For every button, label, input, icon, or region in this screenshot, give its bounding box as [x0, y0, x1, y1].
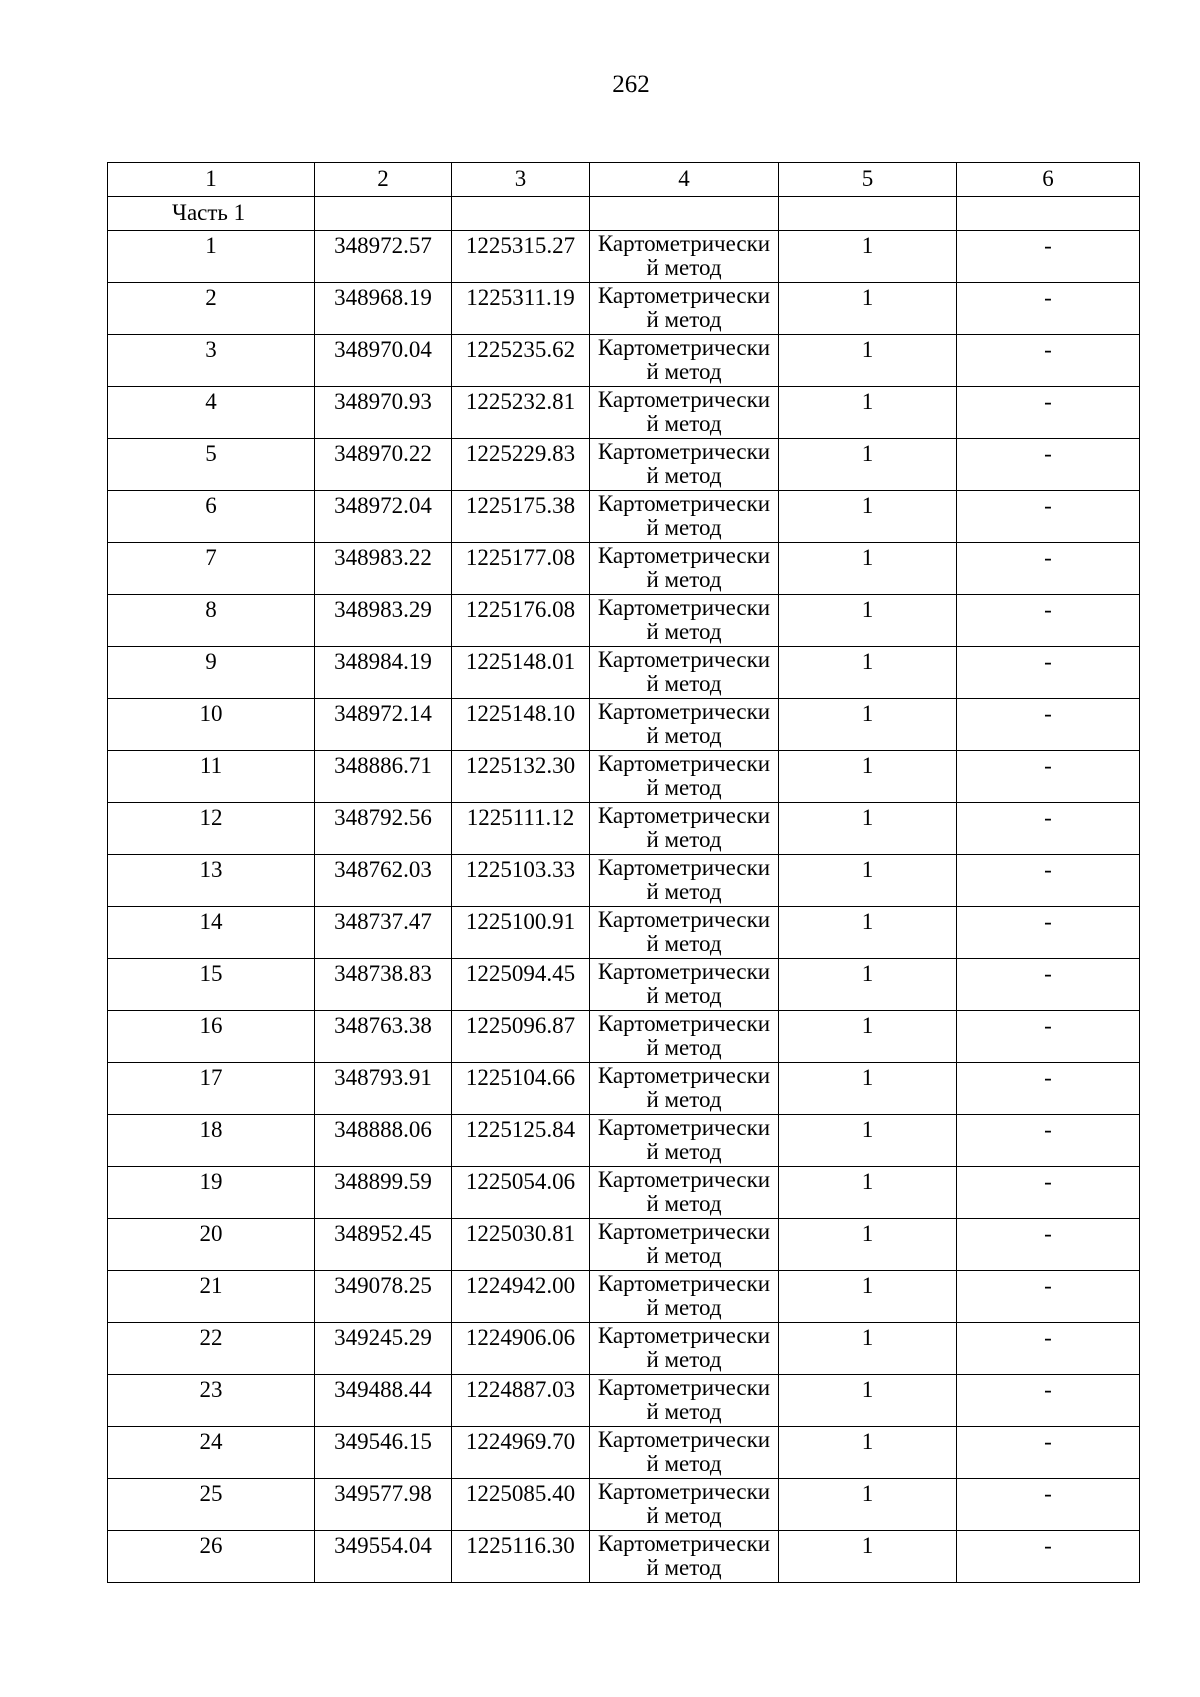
method-line-2: й метод: [646, 827, 722, 852]
note-cell: -: [957, 335, 1140, 387]
y-coordinate-cell: 1225311.19: [452, 283, 590, 335]
method-line-1: Картометрически: [597, 1115, 771, 1140]
method-text: [590, 1428, 778, 1476]
method-text: [590, 1532, 778, 1580]
accuracy-cell: 1: [779, 1167, 957, 1219]
method-text: [590, 1064, 778, 1112]
method-line-1: Картометрически: [597, 543, 771, 568]
table-row: [108, 283, 1140, 335]
method-line-1: Картометрически: [597, 855, 771, 880]
table-row: [108, 491, 1140, 543]
point-number-cell: 3: [108, 335, 315, 387]
method-text: [590, 700, 778, 748]
x-coordinate-cell: 348886.71: [315, 751, 452, 803]
column-header: 6: [957, 163, 1140, 197]
y-coordinate-cell: 1225116.30: [452, 1531, 590, 1583]
method-text: [590, 1324, 778, 1372]
method-cell: [590, 1115, 779, 1167]
accuracy-cell: 1: [779, 907, 957, 959]
accuracy-cell: 1: [779, 387, 957, 439]
y-coordinate-cell: 1225176.08: [452, 595, 590, 647]
point-number-cell: 7: [108, 543, 315, 595]
point-number-cell: 25: [108, 1479, 315, 1531]
x-coordinate-cell: 349554.04: [315, 1531, 452, 1583]
y-coordinate-cell: 1225104.66: [452, 1063, 590, 1115]
point-number-cell: 16: [108, 1011, 315, 1063]
page-number: 262: [612, 71, 650, 98]
method-line-1: Картометрически: [597, 1531, 771, 1556]
table-row: [108, 1063, 1140, 1115]
method-cell: [590, 1531, 779, 1583]
method-line-1: Картометрически: [597, 283, 771, 308]
accuracy-cell: 1: [779, 647, 957, 699]
x-coordinate-cell: 349245.29: [315, 1323, 452, 1375]
method-cell: [590, 699, 779, 751]
y-coordinate-cell: 1225175.38: [452, 491, 590, 543]
note-cell: -: [957, 1271, 1140, 1323]
x-coordinate-cell: 348737.47: [315, 907, 452, 959]
point-number-cell: 26: [108, 1531, 315, 1583]
table-row: [108, 647, 1140, 699]
table-header-row: [108, 163, 1140, 197]
method-line-1: Картометрически: [597, 1479, 771, 1504]
y-coordinate-cell: 1225229.83: [452, 439, 590, 491]
table-row: [108, 231, 1140, 283]
method-text: [590, 1220, 778, 1268]
method-cell: [590, 1011, 779, 1063]
table-row: [108, 959, 1140, 1011]
method-cell: [590, 907, 779, 959]
point-number-cell: 9: [108, 647, 315, 699]
accuracy-cell: 1: [779, 699, 957, 751]
point-number-cell: 2: [108, 283, 315, 335]
method-text: [590, 232, 778, 280]
method-text: [590, 1376, 778, 1424]
point-number-cell: 21: [108, 1271, 315, 1323]
method-line-2: й метод: [646, 307, 722, 332]
y-coordinate-cell: 1225085.40: [452, 1479, 590, 1531]
point-number-cell: 22: [108, 1323, 315, 1375]
method-cell: [590, 439, 779, 491]
x-coordinate-cell: 348984.19: [315, 647, 452, 699]
table-row: [108, 387, 1140, 439]
method-cell: [590, 1375, 779, 1427]
method-text: [590, 544, 778, 592]
method-line-2: й метод: [646, 775, 722, 800]
method-cell: [590, 751, 779, 803]
note-cell: -: [957, 1063, 1140, 1115]
method-line-2: й метод: [646, 1555, 722, 1580]
accuracy-cell: 1: [779, 439, 957, 491]
note-cell: -: [957, 1427, 1140, 1479]
point-number-cell: 17: [108, 1063, 315, 1115]
table-body: [108, 163, 1140, 1583]
empty-cell: [315, 197, 452, 231]
method-line-1: Картометрически: [597, 1011, 771, 1036]
method-line-2: й метод: [646, 255, 722, 280]
x-coordinate-cell: 348970.93: [315, 387, 452, 439]
method-line-1: Картометрически: [597, 595, 771, 620]
note-cell: -: [957, 387, 1140, 439]
accuracy-cell: 1: [779, 751, 957, 803]
method-line-1: Картометрически: [597, 959, 771, 984]
method-cell: [590, 543, 779, 595]
method-line-2: й метод: [646, 1139, 722, 1164]
x-coordinate-cell: 349488.44: [315, 1375, 452, 1427]
point-number-cell: 24: [108, 1427, 315, 1479]
accuracy-cell: 1: [779, 595, 957, 647]
method-cell: [590, 1219, 779, 1271]
table-row: [108, 1427, 1140, 1479]
method-line-1: Картометрически: [597, 439, 771, 464]
method-text: [590, 440, 778, 488]
method-text: [590, 388, 778, 436]
table-row: [108, 1323, 1140, 1375]
note-cell: -: [957, 1219, 1140, 1271]
method-cell: [590, 283, 779, 335]
point-number-cell: 12: [108, 803, 315, 855]
column-header: 2: [315, 163, 452, 197]
method-line-1: Картометрически: [597, 803, 771, 828]
method-cell: [590, 595, 779, 647]
method-line-1: Картометрически: [597, 751, 771, 776]
accuracy-cell: 1: [779, 335, 957, 387]
accuracy-cell: 1: [779, 543, 957, 595]
x-coordinate-cell: 349546.15: [315, 1427, 452, 1479]
method-line-2: й метод: [646, 1451, 722, 1476]
y-coordinate-cell: 1225030.81: [452, 1219, 590, 1271]
point-number-cell: 18: [108, 1115, 315, 1167]
method-line-2: й метод: [646, 567, 722, 592]
method-text: [590, 752, 778, 800]
accuracy-cell: 1: [779, 1219, 957, 1271]
method-line-2: й метод: [646, 931, 722, 956]
accuracy-cell: 1: [779, 283, 957, 335]
note-cell: -: [957, 439, 1140, 491]
point-number-cell: 6: [108, 491, 315, 543]
empty-cell: [590, 197, 779, 231]
note-cell: -: [957, 1011, 1140, 1063]
table-row: [108, 1115, 1140, 1167]
column-header: 4: [590, 163, 779, 197]
table-row: [108, 1167, 1140, 1219]
method-text: [590, 856, 778, 904]
y-coordinate-cell: 1225100.91: [452, 907, 590, 959]
point-number-cell: 15: [108, 959, 315, 1011]
note-cell: -: [957, 803, 1140, 855]
y-coordinate-cell: 1225103.33: [452, 855, 590, 907]
method-line-1: Картометрически: [597, 1271, 771, 1296]
x-coordinate-cell: 348952.45: [315, 1219, 452, 1271]
method-text: [590, 336, 778, 384]
table-row: [108, 803, 1140, 855]
x-coordinate-cell: 349577.98: [315, 1479, 452, 1531]
note-cell: -: [957, 1375, 1140, 1427]
point-number-cell: 23: [108, 1375, 315, 1427]
note-cell: -: [957, 647, 1140, 699]
empty-cell: [452, 197, 590, 231]
method-line-1: Картометрически: [597, 907, 771, 932]
table-row: [108, 699, 1140, 751]
method-line-1: Картометрически: [597, 231, 771, 256]
point-number-cell: 4: [108, 387, 315, 439]
y-coordinate-cell: 1225054.06: [452, 1167, 590, 1219]
method-cell: [590, 803, 779, 855]
x-coordinate-cell: 348968.19: [315, 283, 452, 335]
method-text: [590, 1012, 778, 1060]
method-line-2: й метод: [646, 411, 722, 436]
method-text: [590, 1116, 778, 1164]
note-cell: -: [957, 1167, 1140, 1219]
method-line-2: й метод: [646, 463, 722, 488]
accuracy-cell: 1: [779, 1479, 957, 1531]
x-coordinate-cell: 348972.04: [315, 491, 452, 543]
method-cell: [590, 1167, 779, 1219]
table-row: [108, 1375, 1140, 1427]
method-text: [590, 284, 778, 332]
x-coordinate-cell: 348972.57: [315, 231, 452, 283]
point-number-cell: 1: [108, 231, 315, 283]
method-line-2: й метод: [646, 359, 722, 384]
method-line-1: Картометрически: [597, 335, 771, 360]
x-coordinate-cell: 348738.83: [315, 959, 452, 1011]
note-cell: -: [957, 543, 1140, 595]
method-text: [590, 960, 778, 1008]
method-line-1: Картометрически: [597, 699, 771, 724]
accuracy-cell: 1: [779, 1323, 957, 1375]
note-cell: -: [957, 595, 1140, 647]
method-text: [590, 1168, 778, 1216]
method-line-2: й метод: [646, 1243, 722, 1268]
method-text: [590, 1480, 778, 1528]
coordinates-table: [107, 162, 1140, 1583]
accuracy-cell: 1: [779, 855, 957, 907]
table-row: [108, 1271, 1140, 1323]
accuracy-cell: 1: [779, 1011, 957, 1063]
method-line-1: Картометрически: [597, 387, 771, 412]
method-line-1: Картометрически: [597, 1063, 771, 1088]
note-cell: -: [957, 1323, 1140, 1375]
x-coordinate-cell: 348763.38: [315, 1011, 452, 1063]
accuracy-cell: 1: [779, 1115, 957, 1167]
method-text: [590, 492, 778, 540]
y-coordinate-cell: 1224906.06: [452, 1323, 590, 1375]
table-row: [108, 595, 1140, 647]
method-line-2: й метод: [646, 1087, 722, 1112]
accuracy-cell: 1: [779, 1531, 957, 1583]
method-text: [590, 648, 778, 696]
method-cell: [590, 1427, 779, 1479]
method-cell: [590, 647, 779, 699]
table-row: [108, 1479, 1140, 1531]
y-coordinate-cell: 1225148.10: [452, 699, 590, 751]
method-line-1: Картометрически: [597, 1323, 771, 1348]
method-line-2: й метод: [646, 723, 722, 748]
method-line-1: Картометрически: [597, 1375, 771, 1400]
note-cell: -: [957, 231, 1140, 283]
table-row: [108, 1219, 1140, 1271]
accuracy-cell: 1: [779, 1271, 957, 1323]
y-coordinate-cell: 1225148.01: [452, 647, 590, 699]
y-coordinate-cell: 1224969.70: [452, 1427, 590, 1479]
note-cell: -: [957, 751, 1140, 803]
note-cell: -: [957, 1479, 1140, 1531]
note-cell: -: [957, 855, 1140, 907]
method-line-2: й метод: [646, 671, 722, 696]
column-header: 1: [108, 163, 315, 197]
point-number-cell: 11: [108, 751, 315, 803]
column-header: 5: [779, 163, 957, 197]
method-cell: [590, 1323, 779, 1375]
point-number-cell: 19: [108, 1167, 315, 1219]
accuracy-cell: 1: [779, 959, 957, 1011]
method-cell: [590, 855, 779, 907]
x-coordinate-cell: 348793.91: [315, 1063, 452, 1115]
y-coordinate-cell: 1225132.30: [452, 751, 590, 803]
method-line-2: й метод: [646, 1347, 722, 1372]
point-number-cell: 13: [108, 855, 315, 907]
empty-cell: [779, 197, 957, 231]
method-cell: [590, 1271, 779, 1323]
point-number-cell: 10: [108, 699, 315, 751]
method-line-2: й метод: [646, 1191, 722, 1216]
part-label: Часть 1: [108, 197, 315, 231]
note-cell: -: [957, 1115, 1140, 1167]
note-cell: -: [957, 1531, 1140, 1583]
x-coordinate-cell: 349078.25: [315, 1271, 452, 1323]
table-row: [108, 543, 1140, 595]
x-coordinate-cell: 348983.29: [315, 595, 452, 647]
y-coordinate-cell: 1224887.03: [452, 1375, 590, 1427]
table-row: [108, 1011, 1140, 1063]
accuracy-cell: 1: [779, 491, 957, 543]
point-number-cell: 8: [108, 595, 315, 647]
point-number-cell: 5: [108, 439, 315, 491]
table-row: [108, 751, 1140, 803]
accuracy-cell: 1: [779, 803, 957, 855]
table-row: [108, 855, 1140, 907]
empty-cell: [957, 197, 1140, 231]
part-row: [108, 197, 1140, 231]
method-line-2: й метод: [646, 879, 722, 904]
x-coordinate-cell: 348792.56: [315, 803, 452, 855]
table-row: [108, 439, 1140, 491]
method-cell: [590, 1063, 779, 1115]
x-coordinate-cell: 348970.22: [315, 439, 452, 491]
column-header: 3: [452, 163, 590, 197]
note-cell: -: [957, 699, 1140, 751]
table-row: [108, 335, 1140, 387]
accuracy-cell: 1: [779, 1427, 957, 1479]
x-coordinate-cell: 348888.06: [315, 1115, 452, 1167]
accuracy-cell: 1: [779, 1063, 957, 1115]
method-cell: [590, 387, 779, 439]
method-line-2: й метод: [646, 515, 722, 540]
table-row: [108, 907, 1140, 959]
y-coordinate-cell: 1225125.84: [452, 1115, 590, 1167]
method-text: [590, 596, 778, 644]
method-line-2: й метод: [646, 1035, 722, 1060]
method-cell: [590, 231, 779, 283]
x-coordinate-cell: 348970.04: [315, 335, 452, 387]
y-coordinate-cell: 1225177.08: [452, 543, 590, 595]
method-cell: [590, 1479, 779, 1531]
note-cell: -: [957, 959, 1140, 1011]
method-line-2: й метод: [646, 619, 722, 644]
note-cell: -: [957, 491, 1140, 543]
x-coordinate-cell: 348762.03: [315, 855, 452, 907]
y-coordinate-cell: 1225096.87: [452, 1011, 590, 1063]
y-coordinate-cell: 1225094.45: [452, 959, 590, 1011]
method-line-1: Картометрически: [597, 1167, 771, 1192]
y-coordinate-cell: 1224942.00: [452, 1271, 590, 1323]
accuracy-cell: 1: [779, 1375, 957, 1427]
method-line-1: Картометрически: [597, 1427, 771, 1452]
method-cell: [590, 335, 779, 387]
method-cell: [590, 491, 779, 543]
x-coordinate-cell: 348899.59: [315, 1167, 452, 1219]
method-text: [590, 1272, 778, 1320]
method-line-2: й метод: [646, 983, 722, 1008]
method-line-1: Картометрически: [597, 491, 771, 516]
method-line-2: й метод: [646, 1503, 722, 1528]
y-coordinate-cell: 1225315.27: [452, 231, 590, 283]
method-cell: [590, 959, 779, 1011]
y-coordinate-cell: 1225232.81: [452, 387, 590, 439]
note-cell: -: [957, 907, 1140, 959]
method-line-2: й метод: [646, 1399, 722, 1424]
point-number-cell: 14: [108, 907, 315, 959]
y-coordinate-cell: 1225235.62: [452, 335, 590, 387]
method-text: [590, 804, 778, 852]
table-row: [108, 1531, 1140, 1583]
method-line-2: й метод: [646, 1295, 722, 1320]
x-coordinate-cell: 348972.14: [315, 699, 452, 751]
accuracy-cell: 1: [779, 231, 957, 283]
method-line-1: Картометрически: [597, 647, 771, 672]
x-coordinate-cell: 348983.22: [315, 543, 452, 595]
note-cell: -: [957, 283, 1140, 335]
point-number-cell: 20: [108, 1219, 315, 1271]
y-coordinate-cell: 1225111.12: [452, 803, 590, 855]
method-text: [590, 908, 778, 956]
method-line-1: Картометрически: [597, 1219, 771, 1244]
